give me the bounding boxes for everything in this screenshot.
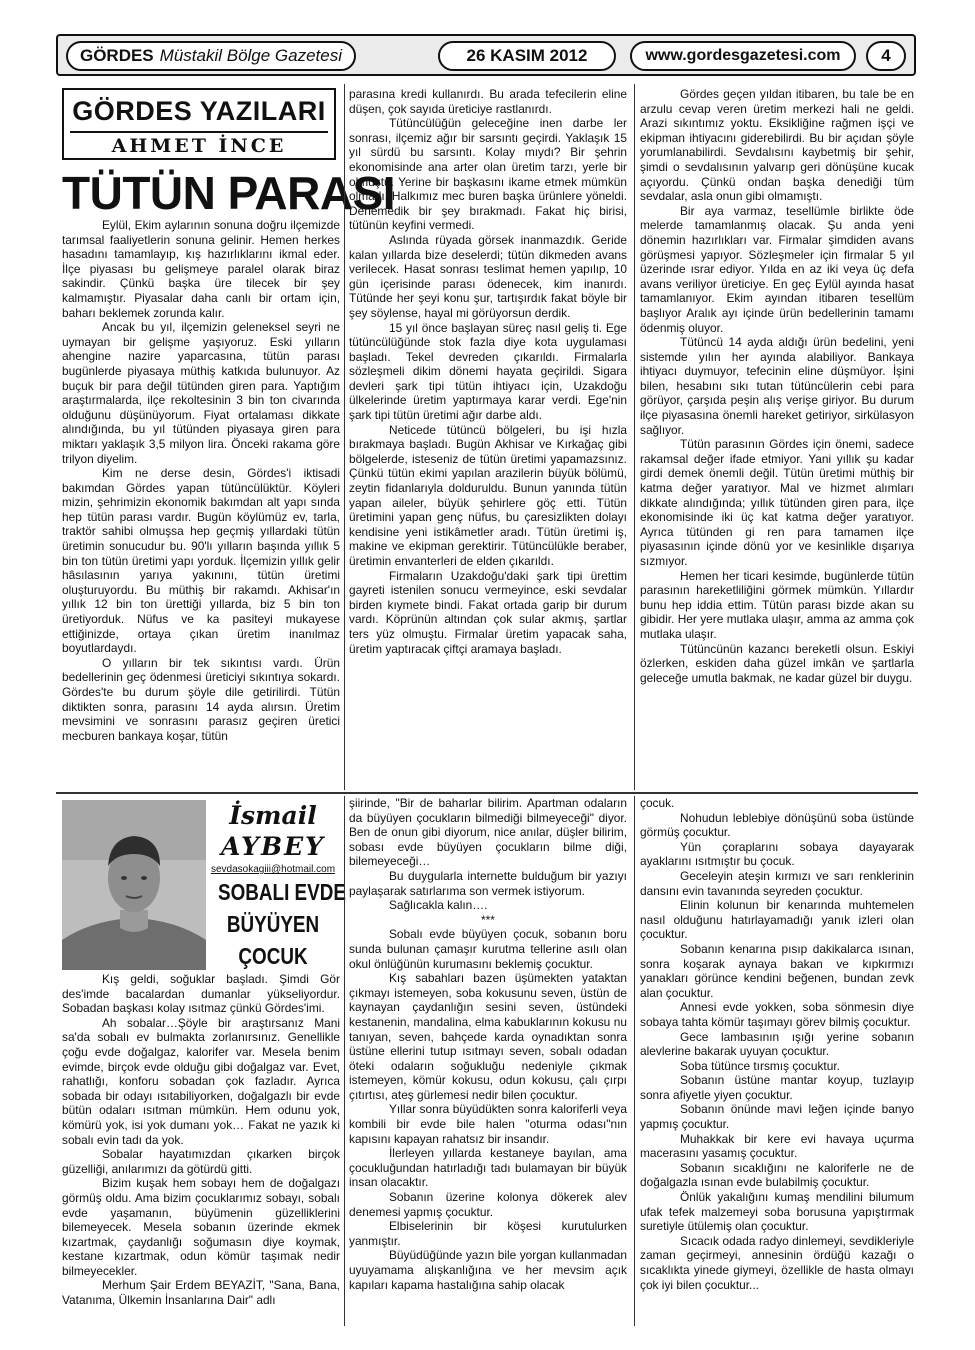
paragraph: Sobalar hayatımızdan çıkarken birçok güzelliği, anılarımızı da götürdü gitti.	[62, 1147, 340, 1176]
author-first-name: İsmail	[229, 801, 317, 830]
paragraph: Hemen her ticari kesimde, bugünlerde tütün parasının hareketliliğini görmek mümkün. Yıllardır bunu hep iddia ettim. Tütün parası bizde akan su gibidir. Her yere mutlaka ulaşır, amma az amma çok mutlaka ulaşır.	[640, 568, 914, 641]
paragraph: Ancak bu yıl, ilçemizin geleneksel seyri ne uymayan bir gelişme yaşıyoruz. Eski yılların ahengine nazire yaparcasına, tütün parası bugünlerde piyasaya müthiş katkıda bulunuyor. Az buçuk bir para değil tütünden giren para. Yaptığım araştırmalarda, ilçe rekoltesinin 3 bin ton civarında olduğunu düşünüyorum. Fiyat ortalaması dikkate alındığında, bu yıl tütünden piyasaya giren para miktarı yaklaşık 3,5 milyon lira. Önceki rakama göre trilyon diyelim.	[62, 320, 340, 466]
paragraph: Sobanın üstüne mantar koyup, tuzlayıp sonra afiyetle yiyen çocuktur.	[640, 1073, 914, 1102]
section-title: GÖRDES YAZILARI	[72, 96, 326, 126]
paragraph: Yıllar sonra büyüdükten sonra kaloriferli veya kombili bir evde bile halen "oturma odası"nın kapısını kapayan rahatsız bir insandır.	[349, 1102, 627, 1146]
paragraph: Bu duygularla internette bulduğum bir yazıyı paylaşarak satırlarıma son vermek istiyorum.	[349, 868, 627, 898]
paragraph: Elbiselerinin bir köşesi kurutulurken yanmıştır.	[349, 1219, 627, 1248]
paragraph: Sobanın sıcaklığını ne kaloriferle ne de doğalgazla ısınan evde bulabilmiş çocuktur.	[640, 1160, 914, 1190]
paragraph: 15 yıl önce başlayan süreç nasıl geliş ti. Ege tütüncülüğünde stok fazla diye kota uygulaması başladı. Tekel devreden çıkarıldı. Firmalarla sözleşmeli dikim dönemi hayata geçirildi. Sigara devleri şark tipi tütün ihtiyacı için, Uzakdoğu ülkelerinde üretim yaptırmaya karar verdi. Ege'nin şark tipi tütün üretimi ağır darbe aldı.	[349, 320, 627, 423]
paragraph: parasına kredi kullanırdı. Bu arada tefecilerin eline düşen, çok sayıda üreticiye rastlanırdı.	[349, 87, 627, 116]
paragraph: Kim ne derse desin, Gördes'i iktisadi bakımdan Gördes yapan tütüncülüktür. Köyleri mizin, şehrimizin ekonomik bakımdan alt yapı sında hep tütün parası vardır. Bugün köylümüz ev, tarla, traktör sahibi olmuşsa hep geçmiş yıllardaki tütün üretimin sonucudur bu. 90'lı yılların başında yıllık 5 bin ton tütün üretimi yapı yorduk. İlçemizin yıllık gelir hâsılasının yarıya yakınını, tütün üretimi oluşturuyordu. Bu müthiş bir rakamdı. Akhisar'ın yıllık 12 bin ton ürettiği yıllarda, biz 5 bin ton üretiyorduk. Nüfus ve ka pasiteyi mukayese ettiğinizde, ortaya çıkan üretim inanılmaz boyutlardaydı.	[62, 466, 340, 656]
article1-column-1	[62, 218, 340, 743]
issue-date: 26 KASIM 2012	[438, 41, 616, 71]
page-number: 4	[866, 41, 906, 71]
paragraph: Önlük yakalığını kumaş mendilini bilumum ufak tefek malzemeyi soba borusuna yapıştırmak suretiyle ütülemiş olan çocuktur.	[640, 1190, 914, 1234]
paragraph: Eylül, Ekim aylarının sonuna doğru ilçemizde tarımsal faaliyetlerin sonuna gelinir. Hemen herkes hasadını tamamlayıp, kış hazırlıklarını ikmal eder. İlçe piyasası bu gelişmeye paralel olarak biraz sakindir. Çünkü başka üre tilecek bir şey kalmamıştır. Piyasalar daha canlı bir ortam için, baharı beklemek zorunda kalır.	[62, 218, 340, 320]
paragraph: Tütüncü 14 ayda aldığı ürün bedelini, yeni sistemde yılın her ayında alabiliyor. Bankaya ihtiyacı duymuyor, tefecinin eline düşmüyor. İşini bilen, hesabını sıkı tutan tütüncülerin cebi para görüyor, çarşıda peşin alış verişe giriyor. Bu durum ilçe piyasasına önemli hareket getiriyor, sirkülasyon sağlıyor.	[640, 335, 914, 437]
paragraph: Bizim kuşak hem sobayı hem de doğalgazı görmüş oldu. Ama bizim çocuklarımız sobayı, sobalı evde yaşamanın, büyümenin güzelliklerini bilemeyecek. Mesela sobanın üzerinde ekmek kızartmak, çaydanlığı soğumasın diye koymak, kestane kızartmak, odun kömür taşımak nedir bilmeyecekler.	[62, 1176, 340, 1278]
paragraph: Sobanın üzerine kolonya dökerek alev denemesi yapmış çocuktur.	[349, 1190, 627, 1219]
paragraph: Aslında rüyada görsek inanmazdık. Geride kalan yıllarda bize deselerdi; tütün dikmeden avans verilecek. Hasat sonrası teslimat hemen yapılıp, 10 gün içerisinde parası ödenecek, kim inanırdı. Tütünde her şeyi konu şur, tartışırdık fakat böyle bir şey söylense, hayal mi görüyorsun derdik.	[349, 232, 627, 320]
paragraph: İlerleyen yıllarda kestaneye bayılan, ama çocukluğundan hatırladığı tadı bulamayan bir büyük insan olacaktır.	[349, 1146, 627, 1190]
column-rule	[344, 796, 345, 1326]
paragraph: Gece lambasının ışığı yerine sobanın alevlerine bakarak uyuyan çocuktur.	[640, 1029, 914, 1059]
paragraph: Bir aya varmaz, tesellümle birlikte öde melerde tamamlanmış olacak. Şu anda yeni dönemin hazırlıkları var. Firmalar şimdiden avans görüşmesi yapıyor. Sözleşmeler için firmalar 5 yıl üzerinde ısrar ediyor. Yılda en az iki veya üç defa avans veriliyor üreticiye. En geç Eylül ayında hasat tamamlanıyor. Ekim ayından itibaren tesellüm başlıyor Aralık ayı içinde ürün bedellerinin tamamı ödenmiş oluyor.	[640, 203, 914, 335]
paragraph: Neticede tütüncü bölgeleri, bu işi hızla bırakmaya başladı. Bugün Akhisar ve Kırkağaç gibi bölgelerde, isteseniz de tütün üretimi yapamazsınız. Çünkü tütün ekimi yapılan arazilerin büyük bölümü, zeytin fidanlarıyla dolduruldu. Bunun yanında tütün yapan aileler, büyük şehirlere göç etti. Tütün üretimini yapan genç nüfus, bu çaresizlikten dolayı kendisine yeni istikâmetler aradı. Tütün üretimi iş, makine ve ekipman gerektirir. Tütüncülükle beraber, üretimin envanterleri de elden çıkarıldı.	[349, 422, 627, 568]
article-divider	[56, 792, 918, 794]
article-title-line-3: ÇOCUK	[238, 943, 308, 969]
paragraph: Sağlıcakla kalın….	[389, 898, 488, 913]
paragraph: Gördes geçen yıldan itibaren, bu tale be en arzulu cevap veren üretim merkezi hali ne geldi. Arazi sıkıntımız yoktu. Eksikliğine rağmen işçi ve ekipman ihtiyacını giderebilirdi. Bu bir açıdan şöyle yorumlanabilirdi. Sevdalısını kaybetmiş bir şehir, şimdi o sevdalısının yalvarıp geri dönüşüne kucak açıyordu. Çünkü ondan başka denediği tüm sevdalar, asla onun gibi olmamıştı.	[640, 87, 914, 204]
paragraph: şiirinde, "Bir de baharlar bilirim. Apartman odaların da büyüyen çocukların bilmediği bilmeyeceği" diyor. Ben de onun gibi diyorum, nice anılar, düşler bilirim, sobası evde büyüyen çocukların bilme diği, bilemeyeceği…	[349, 796, 627, 869]
page-header	[56, 34, 916, 76]
article1-column-3	[640, 87, 914, 685]
paragraph: Merhum Şair Erdem BEYAZİT, "Sana, Bana, Vatanıma, Ülkemin İnsanlarına Dair" adlı	[62, 1278, 340, 1308]
paragraph: Ah sobalar…Şöyle bir araştırsanız Mani sa'da sobalı ev bulmakta zorlanırsınız. Genellikle çoğu evde doğalgaz, kalorifer var. Mesela benim evimde, birçok evde olduğu gibi doğalgaz var. Evet, rahatlığı, konforu sobadan çok fazladır. Ayrıca sobada bir odayı ısıtabiliyorken, doğalgazlı bir evde bütün odaları ısıtman mümkün. Hem odunu yok, kömürü yok, isi yok dumanı yok… Fakat ne yazık ki sobalı evin tadı da yok.	[62, 1015, 340, 1147]
paragraph: ***	[481, 912, 495, 927]
paragraph: Sobanın önünde mavi leğen içinde banyo yapmış çocuktur.	[640, 1102, 914, 1132]
paragraph: Firmaların Uzakdoğu'daki şark tipi ürettim gayreti istenilen sonucu vermeyince, eski sevdalar birden kıymete bindi. Fakat ortada garip bir durum vardı. Köprünün altından çok sular akmış, şartlar ters yüz olmuştu. Firmalar üretim yapacak saha, üretim yaptıracak çiftçi aramaya başladı.	[349, 568, 627, 656]
author-name: AHMET İNCE	[111, 135, 287, 157]
paragraph: Kış sabahları bazen üşümekten yataktan çıkmayı istemeyen, soba kokusunu seven, üstün de kaynayan çaydanlığın sesini seven, üstündeki kestanenin, mandalina, elma kabuklarının kokusu nu tanıyan, seven, bahçede karda oynadıktan sonra üstüne ellerini tutup ısıtmayı seven, sobalı odadan öteki odaların soğukluğu nedeniyle çıkmak istemeyen, kömür kokusu, odun kokusu, çalı çırpı çıtırtısı, ateş gürlemesi nedir bilen çocuktur.	[349, 971, 627, 1102]
paper-name: GÖRDES	[79, 46, 154, 65]
paragraph: Sobanın kenarına pısıp dakikalarca ısınan, sonra koşarak aynaya bakan ve kıpkırmızı yanakları görünce kendini beğenen, bundan zevk alan çocuktur.	[640, 941, 914, 1000]
article-title-line-2: BÜYÜYEN	[226, 911, 320, 937]
masthead-pill	[66, 41, 356, 71]
author-last-name: AYBEY	[220, 832, 326, 861]
paragraph: Nohudun leblebiye dönüşünü soba üstünde görmüş çocuktur.	[640, 810, 914, 840]
paragraph: Sobalı evde büyüyen çocuk, sobanın boru sunda bulunan çamaşır kurutma tellerine asılı olan okul önlüğünün kurumasını beklemiş çocuktur.	[349, 927, 627, 971]
paragraph: Geceleyin ateşin kırmızı ve sarı renklerinin dansını evin tavanında seyreden çocuktur.	[640, 868, 914, 898]
column-rule	[634, 796, 635, 1326]
paper-tagline: Müstakil Bölge Gazetesi	[159, 46, 343, 65]
column-header-box	[62, 88, 336, 160]
website-url[interactable]: www.gordesgazetesi.com	[630, 41, 856, 71]
article2-column-1	[62, 972, 340, 1308]
author-email[interactable]: sevdasokagiii@hotmail.com	[210, 864, 336, 875]
paragraph: Tütün parasının Gördes için önemi, sadece rakamsal değer ifade etmiyor. Yani yıllık şu kadar girdi demek önemli değil. Tütün üretimi müthiş bir katma değer yaratıyor. Mal ve hizmet alımları dikkate alındığında; yıllık tütünden giren para, ilçe ekonomisinde iki üç kat katma değer yaratıyor. Ayrıca tütünden gi ren para tamamen ilçe piyasasının içinde dönü yor ve kesinlikle dışarıya sızmıyor.	[640, 437, 914, 568]
paragraph: Büyüdüğünde yazın bile yorgan kullanmadan uyuyamama alışkanlığına ve her mevsim açık kapıları kapama hastalığına sahip olacak	[349, 1248, 627, 1292]
article2-column-2	[349, 796, 627, 1292]
paragraph: Elinin kolunun bir kenarında muhtemelen nasıl olduğunu hatırlayamadığı yanık izleri olan çocuktur.	[640, 898, 914, 942]
article-title: TÜTÜN PARASI	[62, 167, 396, 219]
article-title-line-1: SOBALI EVDE	[218, 879, 346, 905]
column-rule	[344, 84, 345, 790]
author-photo	[62, 800, 206, 970]
paragraph: Annesi evde yokken, soba sönmesin diye sobaya tahta kömür taşımayı görev bilmiş çocuktur.	[640, 1000, 914, 1029]
paragraph: Yün çoraplarını sobaya dayayarak ayaklarını ısıtmıştır bu çocuk.	[640, 839, 914, 869]
paragraph: Tütüncünün kazancı bereketli olsun. Eskiyi özlerken, eskiden daha güzel imkân ve şartlarla geleceğe umutla bakmak, ne kadar güzel bir duygu.	[640, 641, 914, 685]
paragraph: Soba tütünce tırsmış çocuktur.	[680, 1058, 840, 1073]
paragraph: Sıcacık odada radyo dinlemeyi, sevdikleriyle zaman geçirmeyi, annesinin ördüğü kazağı o sıcaklıkta yinede giymeyi, özellikle de hasta olmayı çok iyi bilen çocuktur...	[640, 1233, 914, 1292]
column-rule	[634, 84, 635, 790]
article2-column-3	[640, 796, 914, 1292]
paragraph: Muhakkak bir kere evi havaya uçurma macerasını yasamış çocuktur.	[640, 1131, 914, 1161]
paragraph: Tütüncülüğün geleceğine inen darbe ler sonrası, ilçemiz ağır bir sarsıntı geçirdi. Yaklaşık 15 yıl sürdü bu sarsıntı. Kolay mıydı? Bir şehrin ekonomisinde ana arter olan üretim tarzı, yerle bir olmuştu. Yerine bir başkasını ikame etmek mümkün olmadı. Halkımız mec buren başka ürünlere yöneldi. Denemedik bir şey bırakmadı. Fakat hiç birisi, tütünün keyfini vermedi.	[349, 116, 627, 233]
section-divider	[70, 131, 328, 133]
article1-column-2	[349, 87, 627, 656]
paragraph: O yılların bir tek sıkıntısı vardı. Ürün bedellerinin geç ödenmesi üreticiyi sıkıntıya sokardı. Gördes'te bu durum şöyle dile getirilirdi. Tütün diktikten sonra, parasını 14 ayda alırsın. Üretim mevsimini ve sonrasını parasız geçiren üretici mecburen bankaya koşar, tütün	[62, 655, 340, 743]
author-block	[206, 800, 346, 971]
paragraph: çocuk.	[640, 796, 675, 810]
paragraph: Kış geldi, soğuklar başladı. Şimdi Gör des'imde bacalardan dumanlar yükseliyordur. Sobadan başkası kolay ısıtmaz çünkü Gördes'imi.	[62, 972, 340, 1016]
